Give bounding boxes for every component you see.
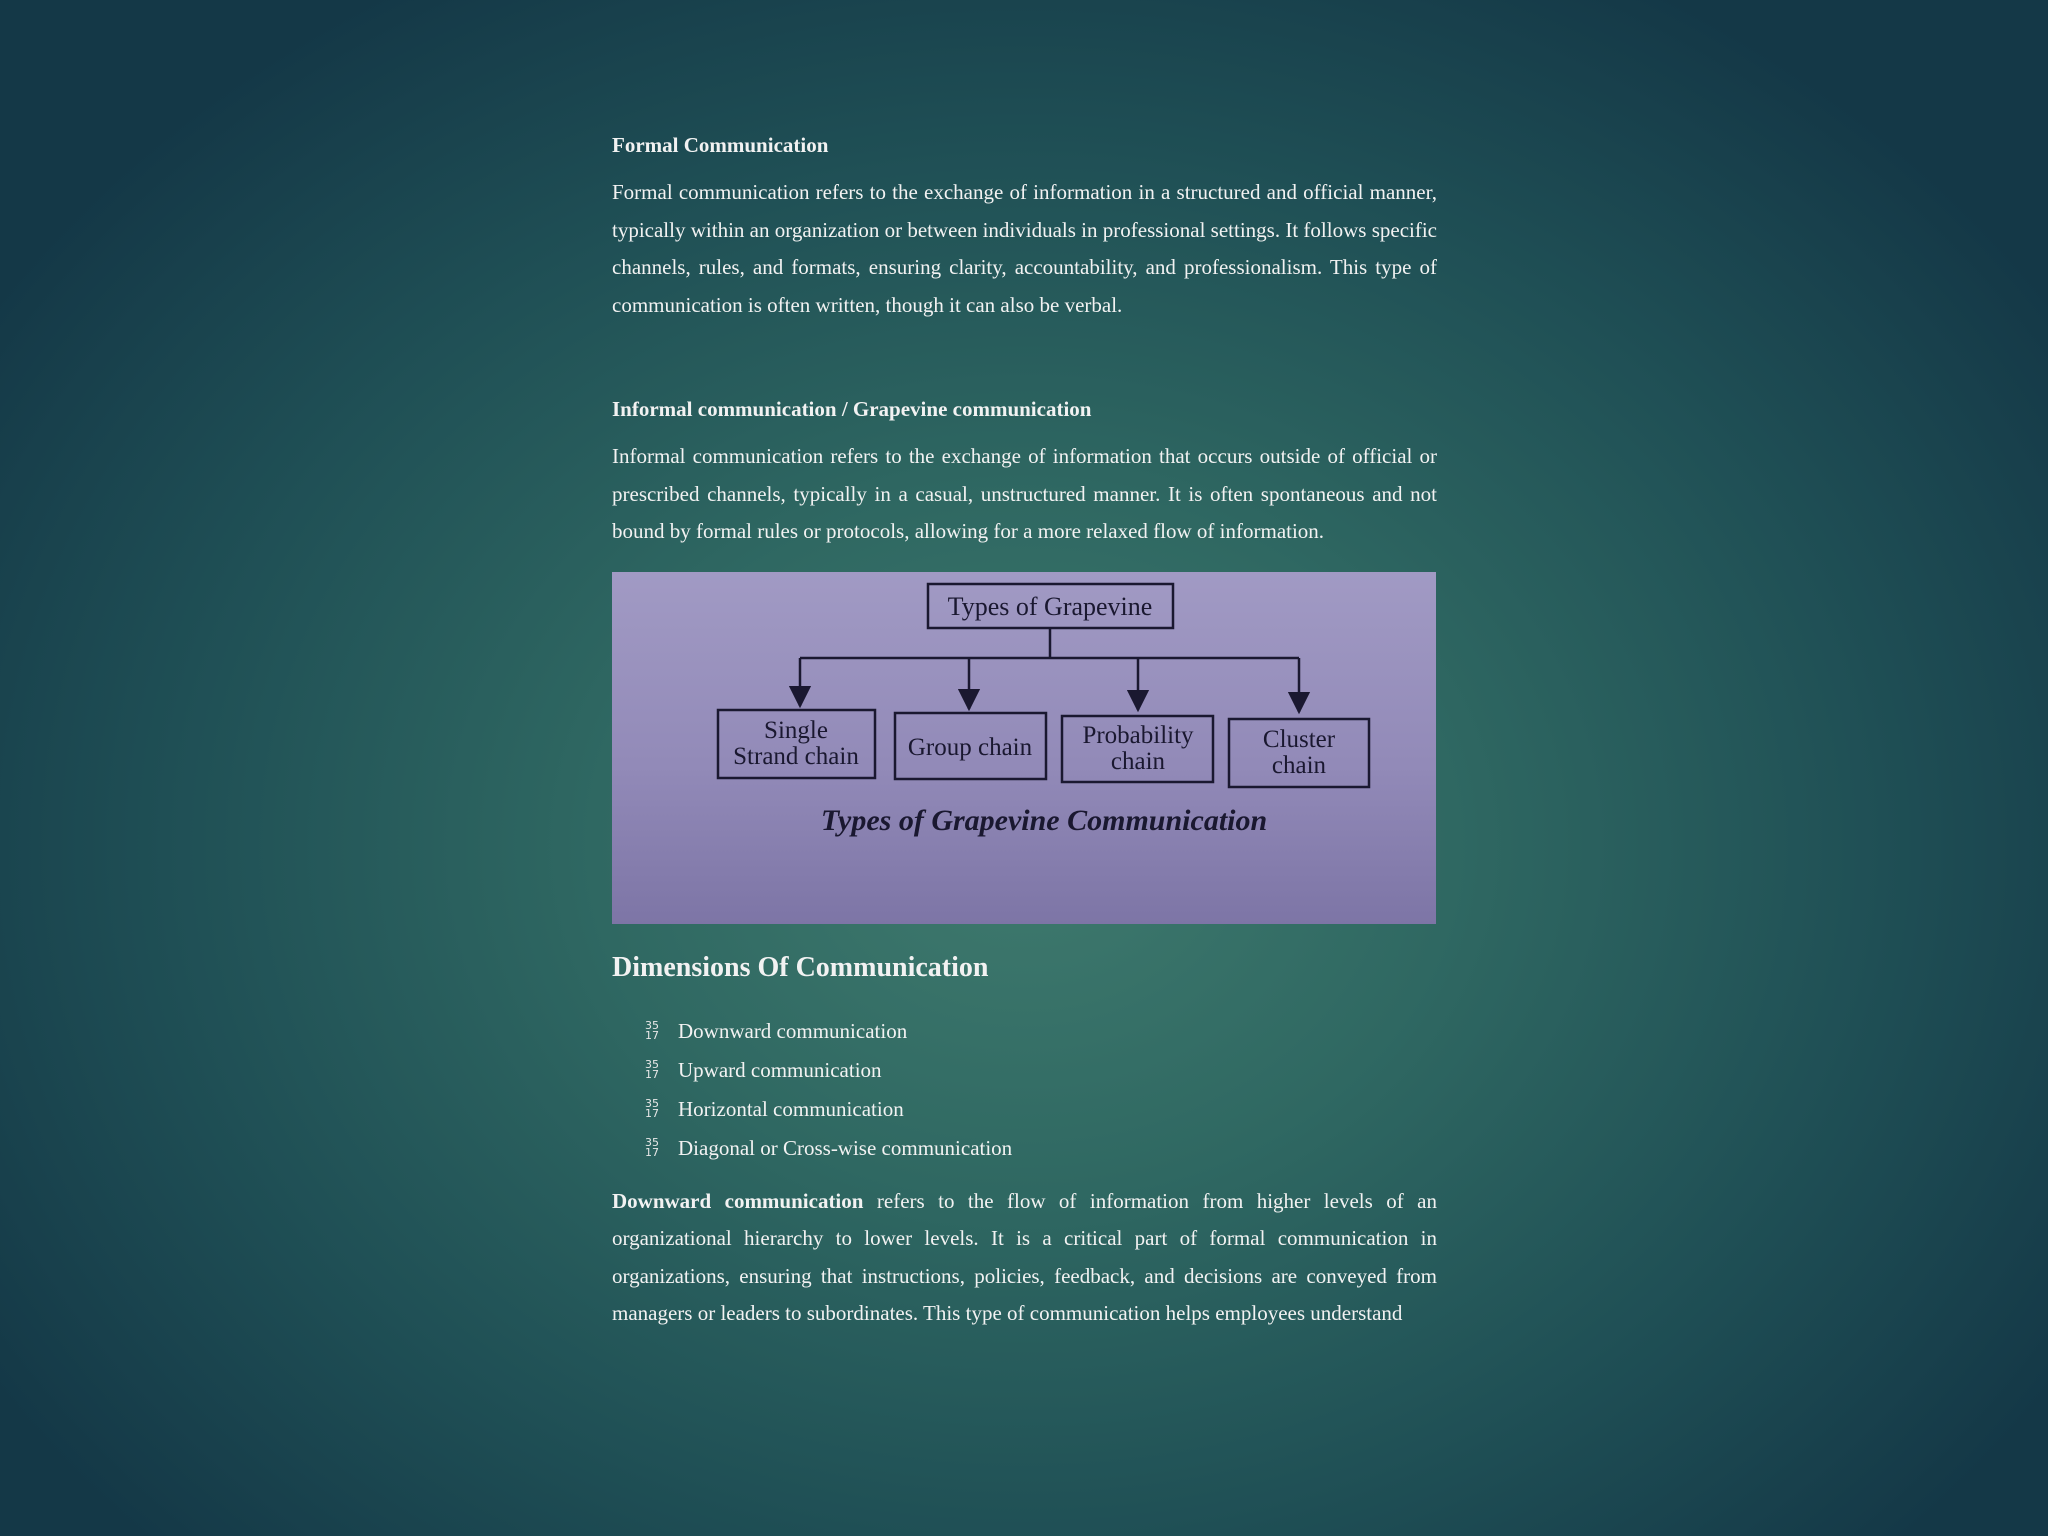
downward-communication-paragraph	[612, 1183, 1437, 1333]
list-item-label: Diagonal or Cross-wise communication	[678, 1136, 1013, 1161]
informal-communication-paragraph: Informal communication refers to the exchange of information that occurs outside of official or prescribed channels, typically in a casual, unstructured manner. It is often spontaneous and not bound by formal rules or protocols, allowing for a more relaxed flow of information.	[612, 444, 1437, 543]
bullet-glyph: 35 17	[645, 1018, 659, 1042]
branch-1-line2: Strand chain	[733, 742, 859, 770]
bullet-glyph: 35 17	[645, 1136, 659, 1160]
list-item	[612, 1090, 1437, 1129]
list-item-label: Downward communication	[678, 1018, 908, 1043]
list-item	[612, 1051, 1437, 1090]
formal-communication-heading: Formal Communication	[612, 133, 829, 157]
document-page	[612, 128, 1437, 1333]
downward-communication-text: refers to the flow of information from higher levels of an organizational hierarchy to lower levels. It is a critical part of formal communication in organizations, ensuring that instructions, policies, feedback, and decisions are conveyed from managers or leaders to subordinates. This type of communication helps employees understand	[612, 1188, 1437, 1326]
branch-2-line1: Group chain	[907, 733, 1033, 761]
bullet-glyph: 35 17	[645, 1057, 659, 1081]
list-item	[612, 1129, 1437, 1168]
downward-communication-term: Downward communication	[612, 1188, 864, 1213]
figure-caption: Types of Grapevine Communication	[820, 803, 1268, 837]
grapevine-types-figure	[612, 572, 1436, 924]
branch-3-line1: Probability	[1082, 721, 1194, 749]
grapevine-diagram	[612, 572, 1436, 924]
formal-communication-paragraph: Formal communication refers to the exchange of information in a structured and official manner, typically within an organization or between individuals in professional settings. It follows specific channels, rules, and formats, ensuring clarity, accountability, and professionalism. This type of communication is often written, though it can also be verbal.	[612, 180, 1437, 317]
informal-communication-heading: Informal communication / Grapevine communication	[612, 397, 1092, 421]
list-item	[612, 1012, 1437, 1051]
list-item-label: Horizontal communication	[678, 1097, 904, 1122]
branch-4-line2: chain	[1271, 751, 1327, 779]
branch-1-line1: Single	[764, 716, 828, 744]
branch-3-line2: chain	[1110, 747, 1166, 775]
dimensions-heading: Dimensions Of Communication	[612, 951, 989, 983]
bullet-glyph: 35 17	[645, 1097, 659, 1121]
list-item-label: Upward communication	[678, 1057, 882, 1082]
root-label: Types of Grapevine	[947, 591, 1153, 621]
dimensions-list	[612, 1012, 1437, 1169]
branch-4-line1: Cluster	[1262, 725, 1336, 753]
